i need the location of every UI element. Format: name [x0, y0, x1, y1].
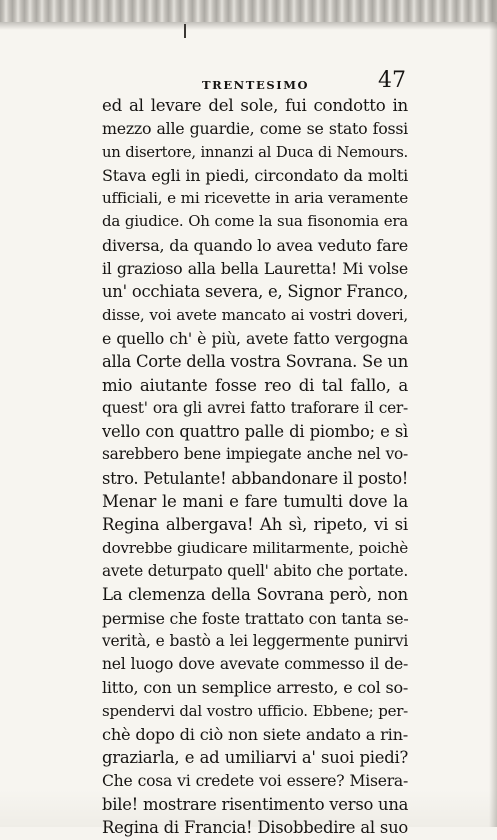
text-line: il grazioso alla bella Lauretta! Mi volse: [102, 259, 408, 279]
scanned-top-edge: [0, 0, 497, 22]
text-line: verità, e bastò a lei leggermente punirvi: [102, 631, 408, 650]
text-line: sarebbero bene impiegate anche nel vo-: [102, 445, 408, 464]
text-line: Regina albergava! Ah sì, ripeto, vi si: [102, 515, 408, 535]
text-line: Menar le mani e fare tumulti dove la: [102, 492, 408, 512]
text-line: graziarla, e ad umiliarvi a' suoi piedi?: [102, 748, 408, 768]
text-line: nel luogo dove avevate commesso il de-: [102, 655, 408, 674]
page-edge-shadow: [489, 0, 497, 827]
text-line: La clemenza della Sovrana però, non: [102, 585, 408, 605]
text-line: vello con quattro palle di piombo; e sì: [102, 422, 408, 442]
text-line: e quello ch' è più, avete fatto vergogna: [102, 328, 408, 348]
text-line: da giudice. Oh come la sua fisonomia era: [102, 212, 408, 231]
text-line: chè dopo di ciò non siete andato a rin-: [102, 725, 408, 745]
text-line: permise che foste trattato con tanta se-: [102, 608, 409, 628]
text-line: Stava egli in piedi, circondato da molti: [102, 165, 408, 185]
page-shadow: [0, 22, 497, 30]
text-line: disse, voi avete mancato ai vostri doveri,: [102, 305, 408, 324]
text-line: litto, con un semplice arresto, e col so-: [102, 678, 408, 698]
text-line: dovrebbe giudicare militarmente, poichè: [102, 538, 408, 557]
text-line: mezzo alle guardie, come se stato fossi: [102, 119, 408, 139]
text-line: diversa, da quando lo avea veduto fare: [102, 235, 408, 255]
text-line: quest' ora gli avrei fatto traforare il cer-: [102, 398, 408, 417]
running-title: TRENTESIMO: [202, 78, 310, 92]
text-line: bile! mostrare risentimento verso una: [102, 794, 409, 814]
binding-mark: [184, 24, 186, 38]
text-line: alla Corte della vostra Sovrana. Se un: [102, 352, 409, 372]
text-line: Che cosa vi credete voi essere? Misera-: [102, 771, 408, 790]
text-line: un' occhiata severa, e, Signor Franco,: [102, 282, 409, 302]
body-text: [102, 94, 408, 840]
text-line: spendervi dal vostro ufficio. Ebbene; per-: [102, 701, 408, 720]
text-line: stro. Petulante! abbandonare il posto!: [102, 468, 409, 488]
page-header: [102, 70, 408, 96]
text-line: ed al levare del sole, fui condotto in: [102, 96, 408, 115]
text-line: Regina di Francia! Disobbedire al suo: [102, 818, 408, 838]
text-line: mio aiutante fosse reo di tal fallo, a: [102, 375, 408, 395]
text-line: un disertore, innanzi al Duca di Nemours.: [102, 143, 408, 161]
text-line: ufficiali, e mi ricevette in aria veramente: [102, 189, 408, 208]
text-line: avete deturpato quell' abito che portate.: [102, 561, 408, 580]
page-number: 47: [378, 68, 406, 93]
